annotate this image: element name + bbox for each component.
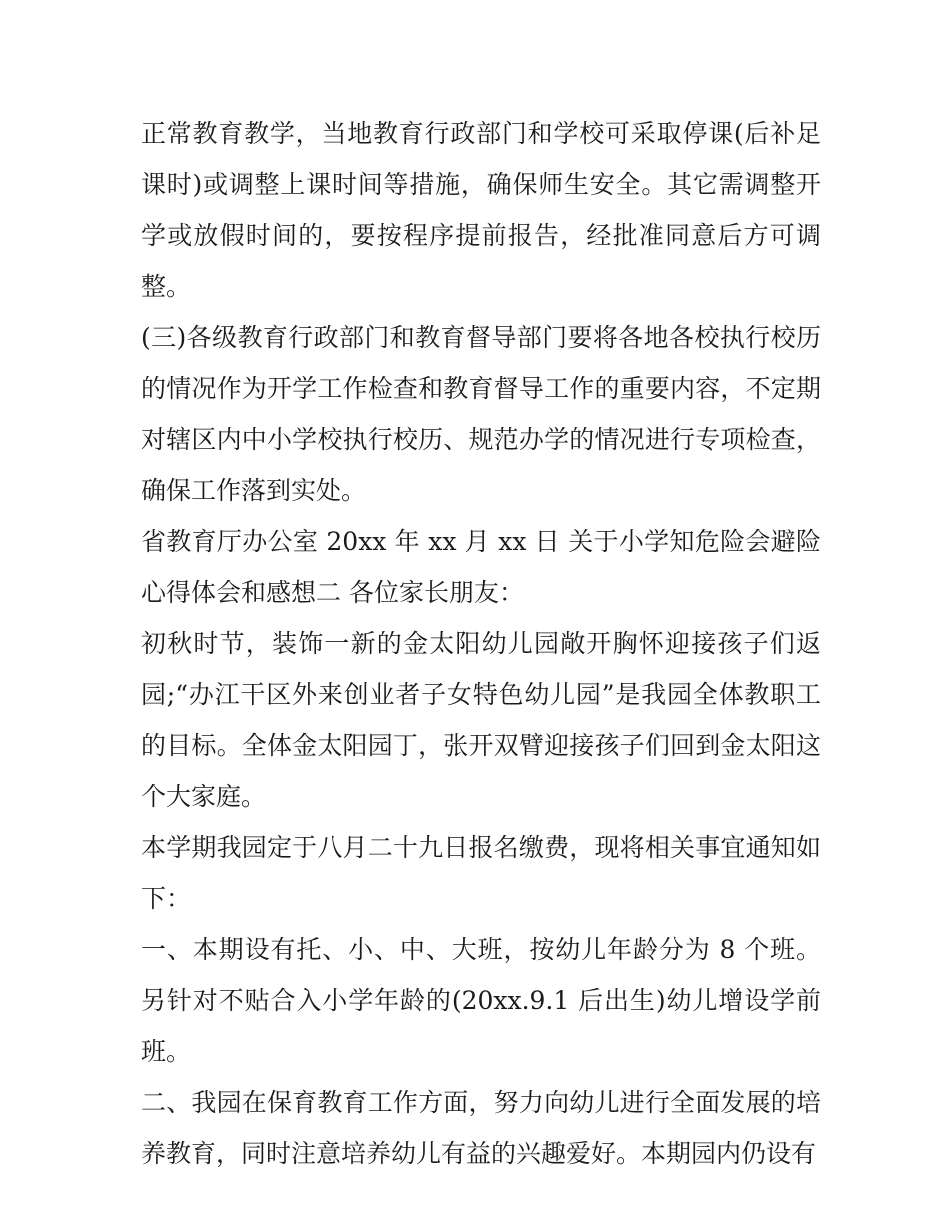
paragraph-7: 二、我园在保育教育工作方面，努力向幼儿进行全面发展的培养教育，同时注意培养幼儿有益的兴趣爱好。本期园内仍设有 bbox=[141, 1088, 821, 1168]
paragraph-2: (三)各级教育行政部门和教育督导部门要将各地各校执行校历的情况作为开学工作检查和教育督导工作的重要内容，不定期对辖区内中小学校执行校历、规范办学的情况进行专项检查，确保工作落到实处。 bbox=[141, 323, 821, 505]
paragraph-6: 一、本期设有托、小、中、大班，按幼儿年龄分为 8 个班。另针对不贴合入小学年龄的(20xx.9.1 后出生)幼儿增设学前班。 bbox=[141, 935, 821, 1066]
paragraph-1: 正常教育教学，当地教育行政部门和学校可采取停课(后补足课时)或调整上课时间等措施，确保师生安全。其它需调整开学或放假时间的，要按程序提前报告，经批准同意后方可调整。 bbox=[141, 119, 821, 301]
paragraph-4: 初秋时节，装饰一新的金太阳幼儿园敞开胸怀迎接孩子们返园;“办江干区外来创业者子女特色幼儿园”是我园全体教职工的目标。全体金太阳园丁，张开双臂迎接孩子们回到金太阳这个大家庭。 bbox=[141, 629, 821, 811]
document-page bbox=[141, 108, 821, 1179]
paragraph-3: 省教育厅办公室 20xx 年 xx 月 xx 日 关于小学知危险会避险心得体会和感想二 各位家长朋友： bbox=[141, 527, 821, 607]
paragraph-5: 本学期我园定于八月二十九日报名缴费，现将相关事宜通知如下： bbox=[141, 833, 821, 913]
